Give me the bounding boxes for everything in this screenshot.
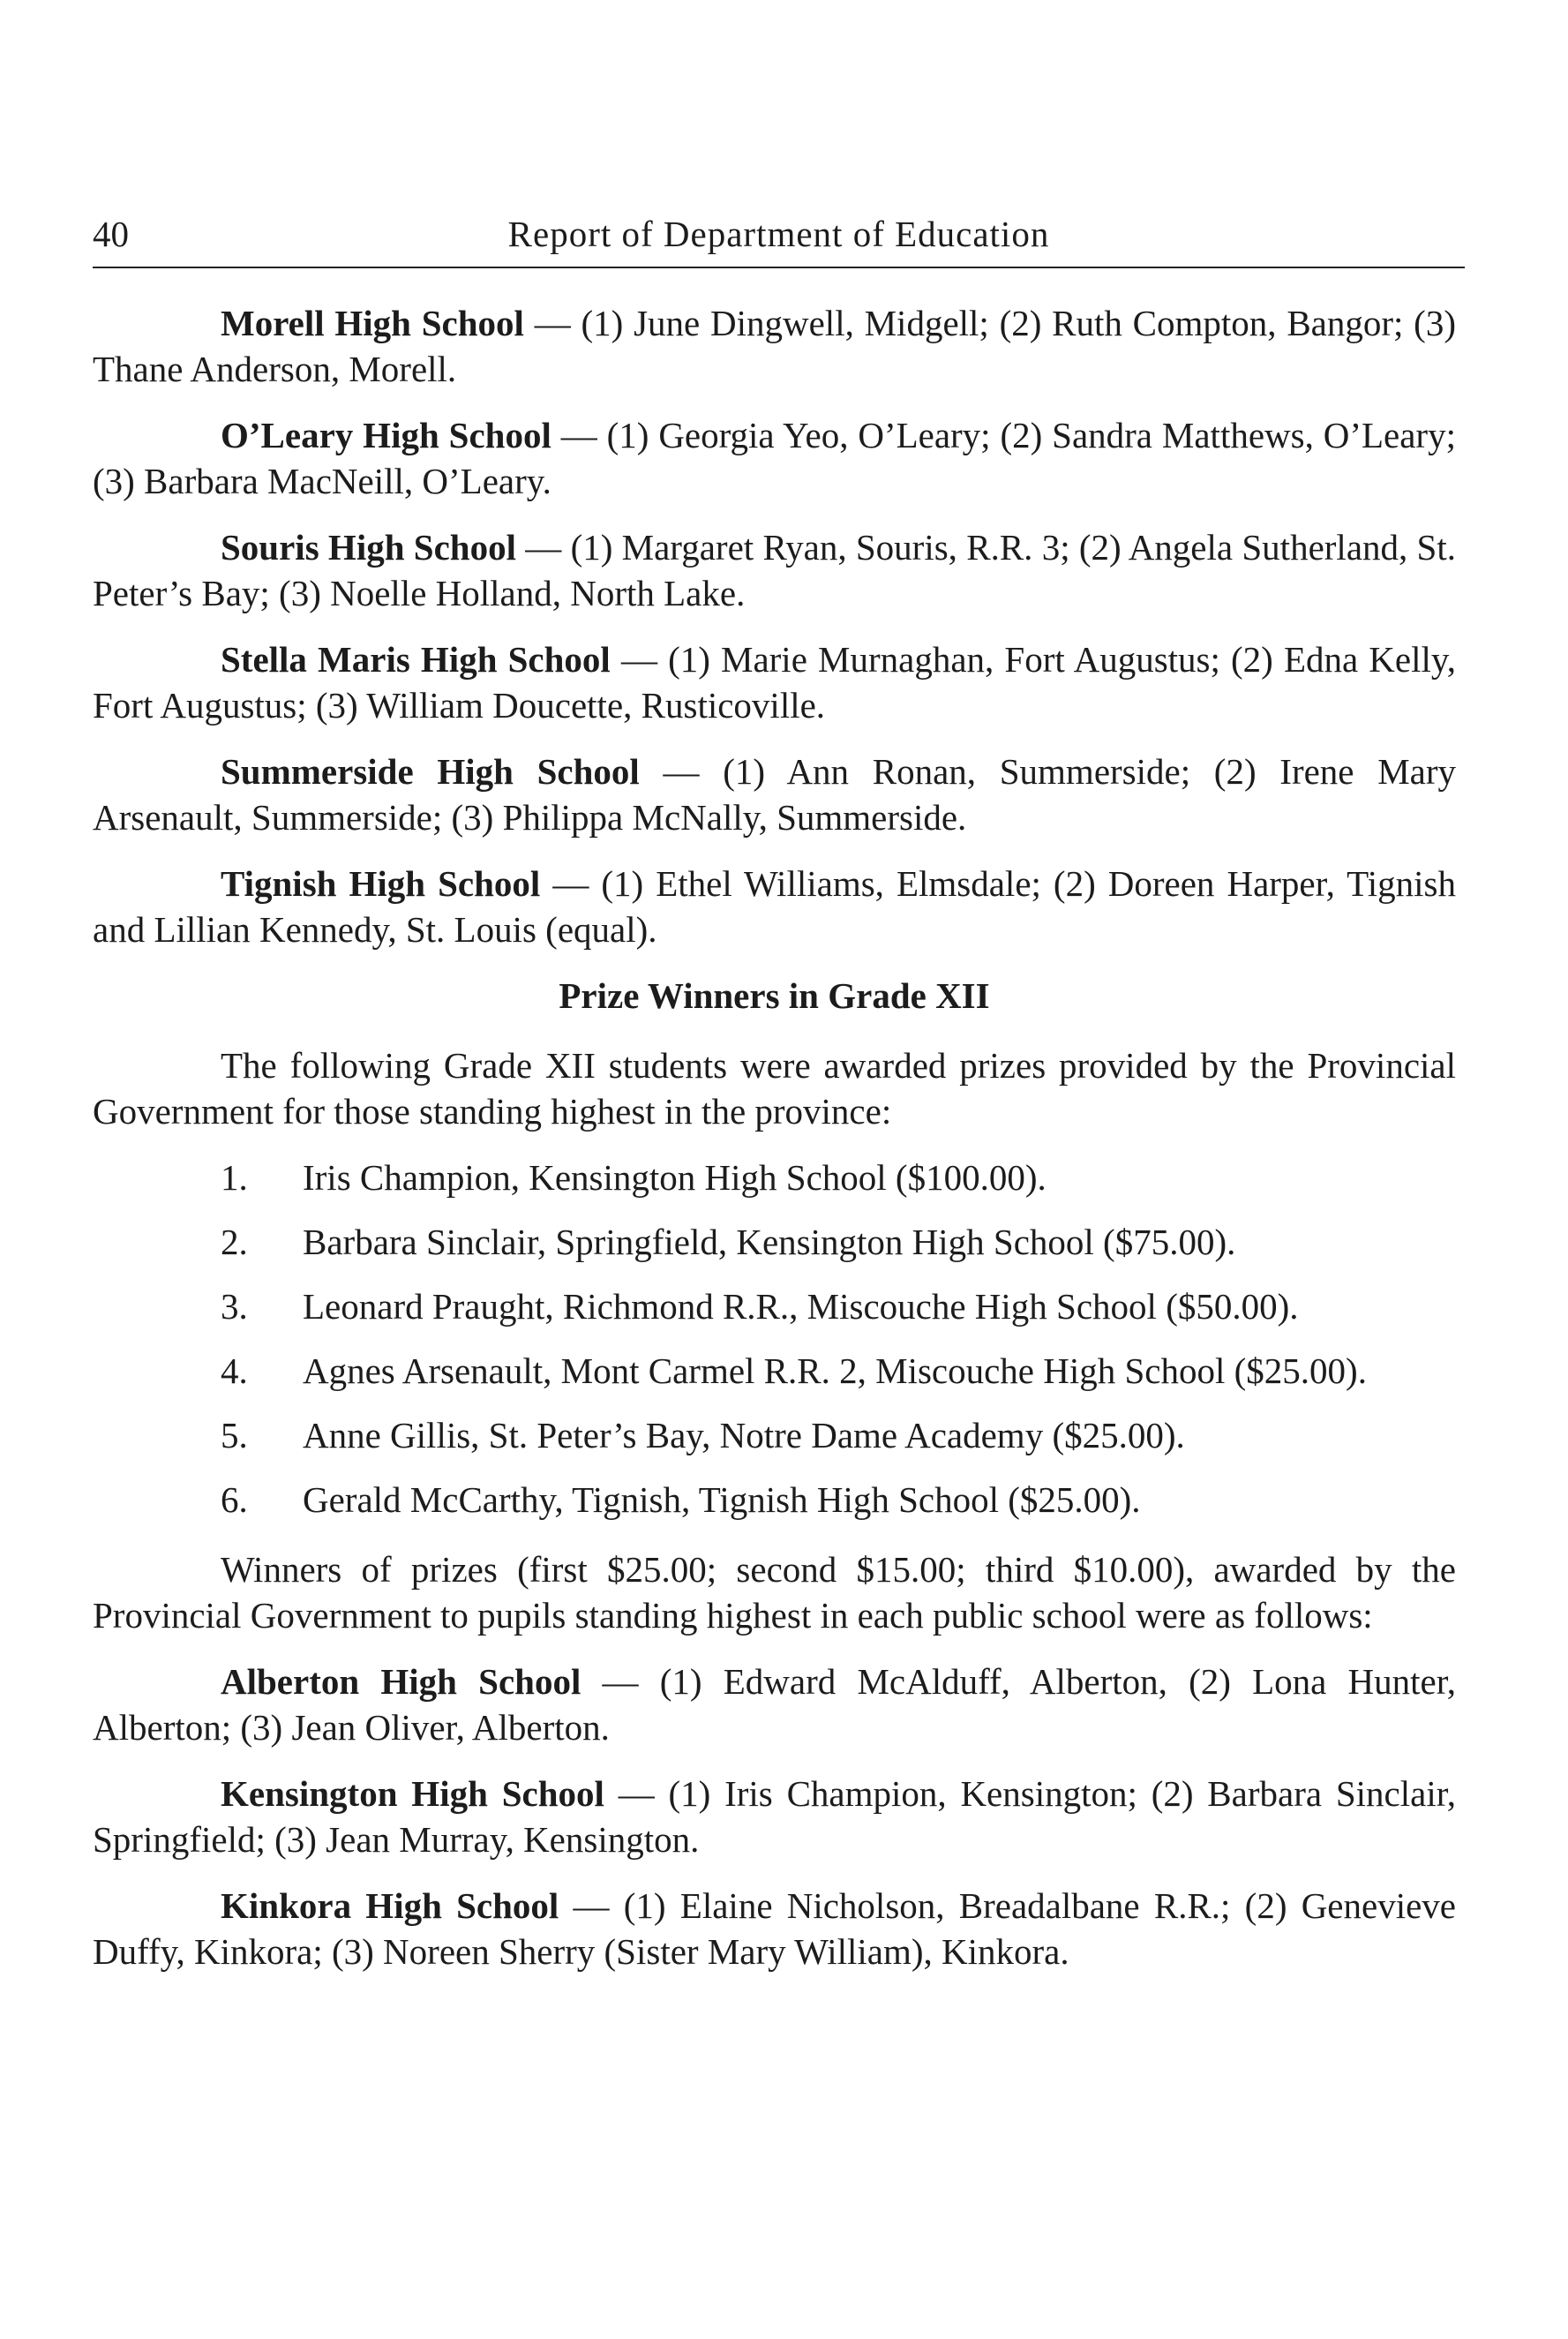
school-name: Summerside High School [221, 751, 640, 792]
page-body [93, 300, 1456, 1995]
prize-list [93, 1154, 1456, 1523]
list-item [93, 1219, 1456, 1265]
winners-text: — (1) Elaine Nicholson, Breadalbane R.R.; (2) Genevieve Duffy, Kinkora; (3) Noreen Sherry (Sister Mary William), Kinkora. [93, 1885, 1456, 1972]
school-paragraph [93, 636, 1456, 728]
school-paragraph [93, 1658, 1456, 1750]
winners-text: — (1) Georgia Yeo, O’Leary; (2) Sandra Matthews, O’Leary; (3) Barbara MacNeill, O’Leary. [93, 415, 1456, 501]
school-name: Kinkora High School [221, 1885, 559, 1926]
item-number: 5. [221, 1415, 248, 1455]
item-number: 1. [221, 1157, 248, 1198]
winners-text: — (1) June Dingwell, Midgell; (2) Ruth Compton, Bangor; (3) Thane Anderson, Morell. [93, 303, 1456, 389]
item-number: 2. [221, 1222, 248, 1262]
header-rule [93, 267, 1465, 268]
item-text: Anne Gillis, St. Peter’s Bay, Notre Dame Academy ($25.00). [303, 1415, 1185, 1455]
school-paragraph [93, 1771, 1456, 1862]
winners-text: — (1) Iris Champion, Kensington; (2) Barbara Sinclair, Springfield; (3) Jean Murray, Kensington. [93, 1773, 1456, 1860]
school-name: Alberton High School [221, 1661, 581, 1702]
page-header [93, 207, 1465, 260]
school-name: Souris High School [221, 527, 516, 568]
winners-text: — (1) Ethel Williams, Elmsdale; (2) Doreen Harper, Tignish and Lillian Kennedy, St. Louis (equal). [93, 863, 1457, 950]
list-item [93, 1348, 1456, 1394]
list-item [93, 1154, 1456, 1200]
list-item [93, 1283, 1456, 1329]
school-name: Morell High School [221, 303, 524, 343]
school-paragraph [93, 861, 1456, 952]
winners-text: — (1) Edward McAlduff, Alberton, (2) Lona Hunter, Alberton; (3) Jean Oliver, Alberton. [93, 1661, 1456, 1748]
school-name: Stella Maris High School [221, 639, 611, 680]
page-number: 40 [93, 214, 129, 254]
winners-text: — (1) Marie Murnaghan, Fort Augustus; (2) Edna Kelly, Fort Augustus; (3) William Doucette, Rusticoville. [93, 639, 1456, 726]
school-paragraph [93, 412, 1456, 504]
item-text: Gerald McCarthy, Tignish, Tignish High School ($25.00). [303, 1479, 1141, 1520]
school-paragraph [93, 1883, 1456, 1974]
school-name: Tignish High School [221, 863, 541, 904]
item-text: Barbara Sinclair, Springfield, Kensington High School ($75.00). [303, 1222, 1236, 1262]
school-paragraph [93, 748, 1456, 840]
list-item [93, 1477, 1456, 1523]
winners-text: — (1) Ann Ronan, Summerside; (2) Irene Mary Arsenault, Summerside; (3) Philippa McNally, Summerside. [93, 751, 1456, 838]
item-text: Agnes Arsenault, Mont Carmel R.R. 2, Miscouche High School ($25.00). [303, 1350, 1367, 1391]
item-number: 3. [221, 1286, 248, 1327]
running-head: Report of Department of Education [507, 214, 1050, 254]
item-number: 4. [221, 1350, 248, 1391]
school-name: O’Leary High School [221, 415, 551, 455]
school-paragraph [93, 524, 1456, 616]
school-name: Kensington High School [221, 1773, 604, 1814]
school-paragraph [93, 300, 1456, 392]
item-text: Iris Champion, Kensington High School ($100.00). [303, 1157, 1047, 1198]
list-item [93, 1412, 1456, 1458]
winners-text: — (1) Margaret Ryan, Souris, R.R. 3; (2) Angela Sutherland, St. Peter’s Bay; (3) Noelle Holland, North Lake. [93, 527, 1456, 613]
section-heading: Prize Winners in Grade XII [559, 975, 990, 1016]
item-text: Leonard Praught, Richmond R.R., Miscouche High School ($50.00). [303, 1286, 1299, 1327]
intro-paragraph: The following Grade XII students were awarded prizes provided by the Provincial Government for those standing highest in the province: [93, 1045, 1456, 1132]
item-number: 6. [221, 1479, 248, 1520]
closing-paragraph: Winners of prizes (first $25.00; second $15.00; third $10.00), awarded by the Provincial Government to pupils standing highest in each public school were as follows: [93, 1549, 1456, 1636]
